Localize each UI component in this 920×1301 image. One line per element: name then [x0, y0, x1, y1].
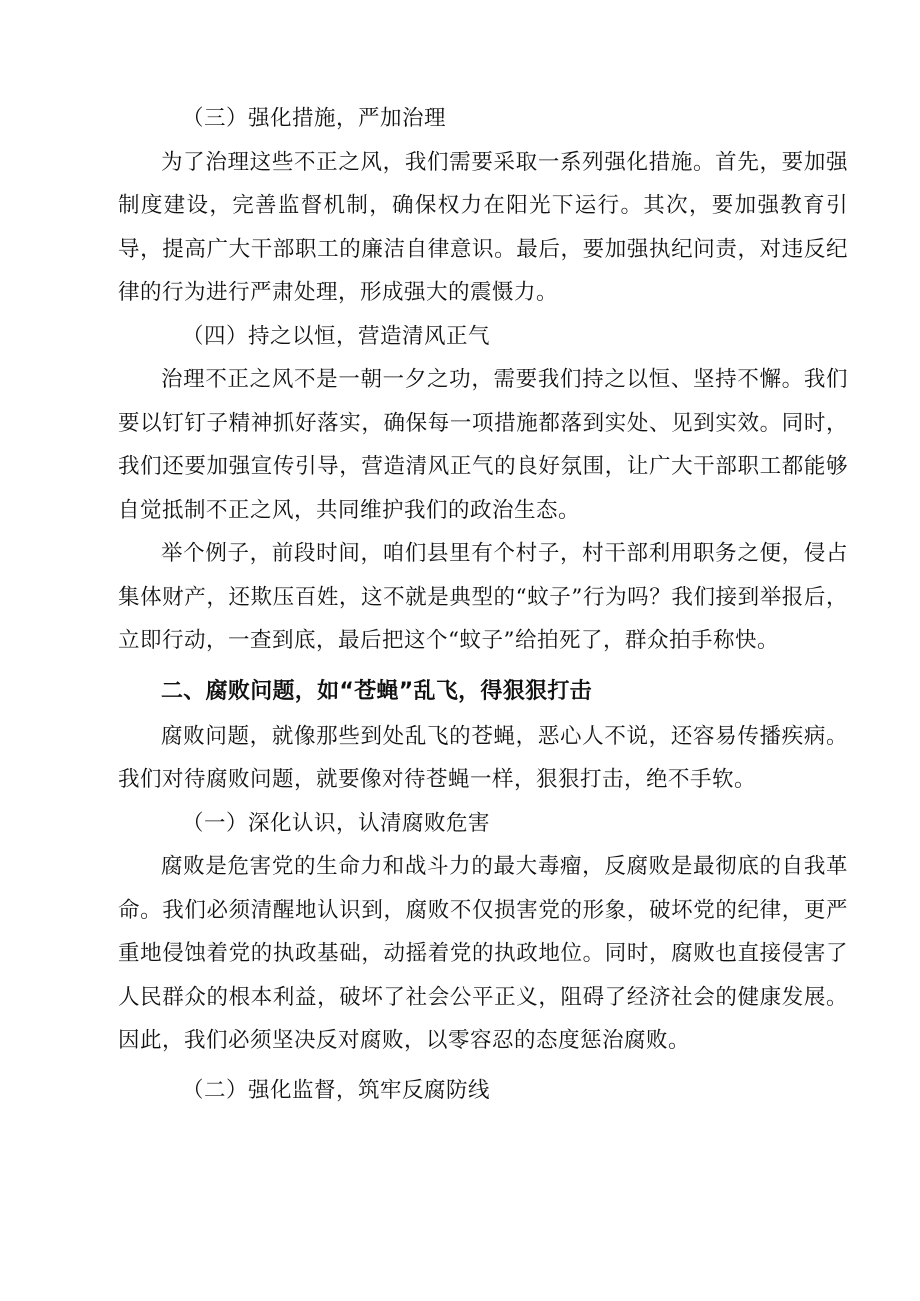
subheading-strengthen-supervision: （二）强化监督，筑牢反腐防线 — [182, 1077, 491, 1103]
paragraph-corruption-harm: 腐败是危害党的生命力和战斗力的最大毒瘤，反腐败是最彻底的自我革命。我们必须清醒地认识到，腐败不仅损害党的形象，破坏党的纪律，更严重地侵蚀着党的执政基础，动摇着党的执政地位。同时，腐败也直接侵害了人民群众的根本利益，破坏了社会公平正义，阻碍了经济社会的健康发展。因此，我们必须坚决反对腐败，以零容忍的态度惩治腐败。 — [118, 854, 848, 1053]
subheading-strengthen-measures: （三）强化措施，严加治理 — [182, 106, 447, 131]
paragraph-measures: 为了治理这些不正之风，我们需要采取一系列强化措施。首先，要加强制度建设，完善监督机制，确保权力在阳光下运行。其次，要加强教育引导，提高广大干部职工的廉洁自律意识。最后，要加强执纪问责，对违反纪律的行为进行严肃处理，形成强大的震慑力。 — [118, 149, 848, 305]
document-body — [118, 97, 848, 1112]
section-heading-corruption: 二、腐败问题，如“苍蝇”乱飞，得狠狠打击 — [161, 678, 592, 704]
subheading-persevere: （四）持之以恒，营造清风正气 — [182, 323, 491, 349]
paragraph-persevere: 治理不正之风不是一朝一夕之功，需要我们持之以恒、坚持不懈。我们要以钉钉子精神抓好落实，确保每一项措施都落到实处、见到实效。同时，我们还要加强宣传引导，营造清风正气的良好氛围，让广大干部职工都能够自觉抵制不正之风，共同维护我们的政治生态。 — [118, 367, 848, 523]
subheading-deepen-understanding: （一）深化认识，认清腐败危害 — [182, 810, 491, 836]
paragraph-corruption-intro: 腐败问题，就像那些到处乱飞的苍蝇，恶心人不说，还容易传播疾病。我们对待腐败问题，就要像对待苍蝇一样，狠狠打击，绝不手软。 — [118, 723, 848, 792]
paragraph-example: 举个例子，前段时间，咱们县里有个村子，村干部利用职务之便，侵占集体财产，还欺压百姓，这不就是典型的“蚊子”行为吗？我们接到举报后，立即行动，一查到底，最后把这个“蚊子”给拍死了，群众拍手称快。 — [118, 541, 848, 653]
